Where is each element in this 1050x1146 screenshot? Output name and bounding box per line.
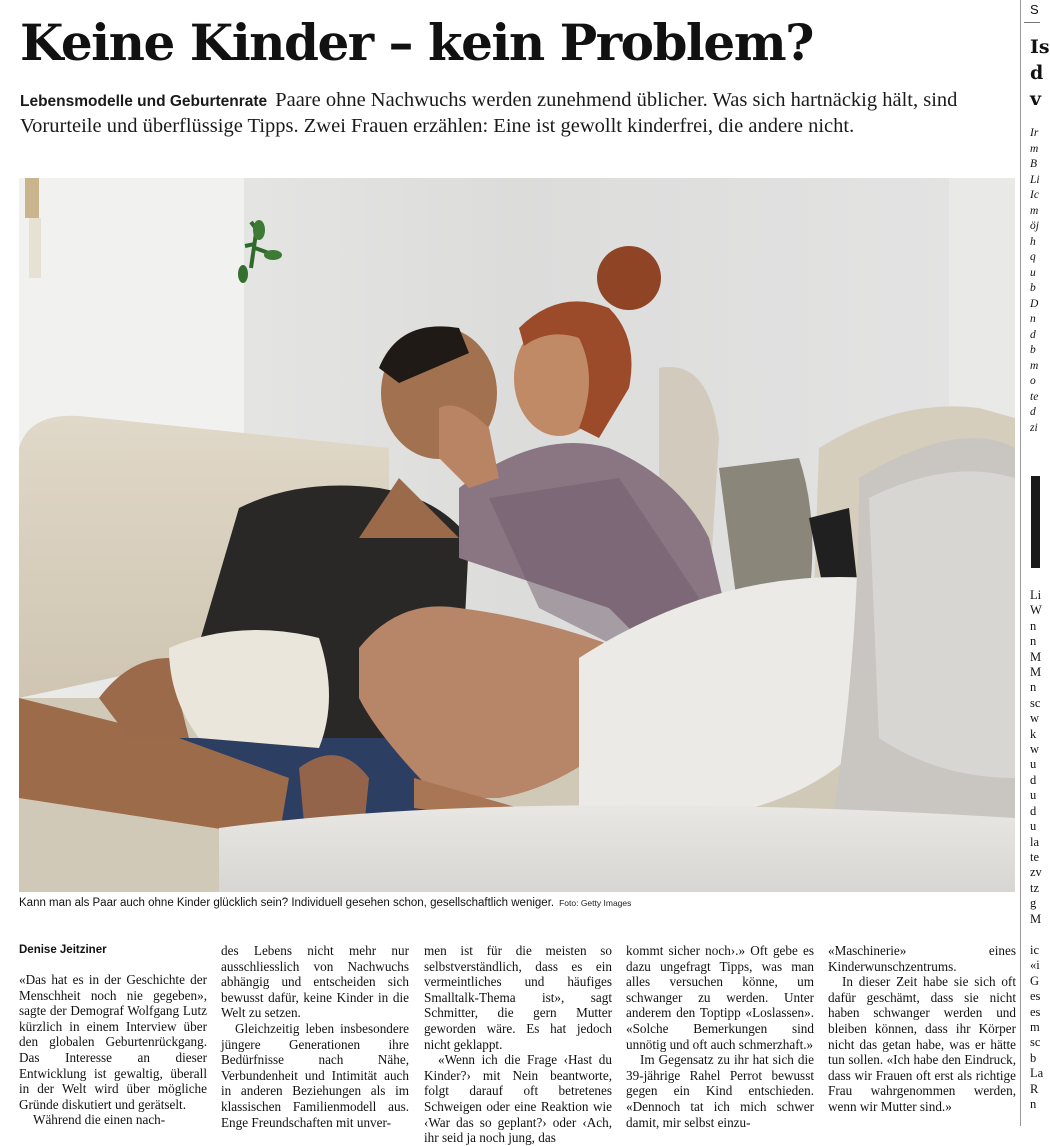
sidebar-line: B xyxy=(1030,158,1038,170)
sidebar-line: w xyxy=(1030,711,1040,726)
paragraph: «Das hat es in der Geschichte der Menschheit noch nie gegeben», sagte der Demograf Wolfgang Lutz kürzlich in einem Interview über den globalen Geburtenrückgang. Das Interesse an dieser Entwicklung ist gewaltig, überall in der Welt wird über mögliche Gründe diskutiert und gerätselt. xyxy=(19,972,207,1112)
sidebar-line: M xyxy=(1030,665,1042,680)
sidebar-line: w xyxy=(1030,742,1040,757)
caption-text: Kann man als Paar auch ohne Kinder glücklich sein? Individuell gesehen schon, gesellschaftlich weniger. xyxy=(19,897,555,909)
sidebar-line: o xyxy=(1030,375,1036,387)
sidebar-photo xyxy=(1031,476,1040,568)
sidebar-headline-line: d xyxy=(1030,62,1044,84)
sidebar-line: q xyxy=(1030,251,1036,263)
sidebar-line: La xyxy=(1030,1066,1044,1081)
sidebar-line: te xyxy=(1030,390,1039,403)
sidebar-line: u xyxy=(1030,788,1037,803)
photo-caption xyxy=(19,897,1009,909)
sidebar-line: Li xyxy=(1030,173,1040,186)
article-column-2 xyxy=(221,943,409,1130)
sidebar-line: n xyxy=(1030,680,1037,695)
sidebar-line: g xyxy=(1030,896,1037,911)
sidebar-body xyxy=(1030,588,1042,927)
photo-credit: Foto: Getty Images xyxy=(559,898,632,908)
sidebar-line: G xyxy=(1030,973,1040,988)
sidebar-headline xyxy=(1030,34,1050,112)
paragraph: In dieser Zeit habe sie sich oft dafür geschämt, dass sie nicht haben schwanger werden und bleiben können, dass ihr Körper nicht das getan habe, was er hätte tun sollen. «Ich habe den Eindruck, dass wir Frauen oft erst als richtige Frau wahrgenommen werden, wenn wir Mutter sind.» xyxy=(828,974,1016,1114)
sidebar-line: W xyxy=(1030,603,1042,618)
sidebar-line: m xyxy=(1030,1020,1040,1035)
article-column-1 xyxy=(19,943,207,1128)
article-column-4 xyxy=(626,943,814,1130)
sidebar-line: la xyxy=(1030,834,1040,849)
sidebar-headline-line: Is xyxy=(1030,36,1050,58)
sidebar-line: n xyxy=(1030,618,1037,633)
sidebar-line: D xyxy=(1030,297,1039,310)
paragraph: kommt sicher noch›.» Oft gebe es dazu ungefragt Tipps, was man alles versuchen könne, um schwanger zu werden. Unter anderem den Toptipp «Loslassen». «Solche Bemerkungen sind unnötig und oft auch schmerzhaft.» xyxy=(626,943,814,1052)
lead-text: Paare ohne Nachwuchs werden zunehmend üblicher. Was sich hartnäckig hält, sind Vorurteile und überflüssige Tipps. Zwei Frauen erzählen: Eine ist gewollt kinderfrei, die andere nicht. xyxy=(20,89,958,137)
sidebar-line: öj xyxy=(1030,220,1039,232)
article-photo xyxy=(19,178,1015,892)
sidebar-body-continued xyxy=(1030,943,1043,1112)
sidebar-line: Ic xyxy=(1030,189,1039,201)
sidebar-line: m xyxy=(1030,359,1039,372)
sidebar-line: u xyxy=(1030,757,1037,772)
sidebar-line: m xyxy=(1030,204,1039,217)
paragraph: «Maschinerie» eines Kinderwunschzentrums. xyxy=(828,943,1016,974)
sidebar-line: d xyxy=(1030,772,1037,787)
article-column-3 xyxy=(424,943,612,1146)
paragraph: «Wenn ich die Frage ‹Hast du Kinder?› mit Nein beantworte, folgt darauf oft betretenes Schweigen oder eine Reaktion wie ‹War das so geplant?› oder ‹Ach, ihr seid ja noch jung, das xyxy=(424,1052,612,1146)
sidebar-line: sc xyxy=(1030,1035,1041,1050)
sidebar-line: tz xyxy=(1030,880,1040,895)
article-kicker: Lebensmodelle und Geburtenrate xyxy=(20,93,268,110)
sidebar-lead xyxy=(1030,126,1040,436)
sidebar-line: sc xyxy=(1030,695,1041,710)
sidebar-line: h xyxy=(1030,235,1036,248)
paragraph: Während die einen nach- xyxy=(33,1112,166,1128)
sidebar-line: Li xyxy=(1030,588,1042,602)
sidebar-line: u xyxy=(1030,266,1036,279)
paragraph: Im Gegensatz zu ihr hat sich die 39-jährige Rahel Perrot bewusst gegen ein Kind entschieden. «Dennoch tat ich mich schwer damit, mir selbst einzu- xyxy=(626,1052,814,1130)
sidebar-line: es xyxy=(1030,1004,1041,1019)
sidebar-rule xyxy=(1024,22,1040,23)
sidebar-line: b xyxy=(1030,282,1036,294)
sidebar-line: Ir xyxy=(1030,127,1039,139)
sidebar-line: m xyxy=(1030,142,1039,155)
sidebar-line: M xyxy=(1030,911,1042,926)
column-divider xyxy=(1020,0,1021,1126)
sidebar-line: R xyxy=(1030,1081,1039,1096)
sidebar-line: d xyxy=(1030,328,1036,341)
sidebar-line: te xyxy=(1030,849,1040,864)
author-byline: Denise Jeitziner xyxy=(19,944,107,956)
sidebar-line: d xyxy=(1030,406,1036,418)
paragraph: men ist für die meisten so selbstverständlich, dass es ein vermeintliches und häufiges Smalltalk-Thema ist», sagt Schmitter, die gern Mutter geworden wäre. Es hat jedoch nicht geklappt. xyxy=(424,943,612,1052)
sidebar-line: d xyxy=(1030,803,1037,818)
sidebar-headline-line: v xyxy=(1030,88,1042,110)
sidebar-line: M xyxy=(1030,649,1042,664)
sidebar-line: n xyxy=(1030,1097,1037,1112)
sidebar-line: n xyxy=(1030,634,1037,649)
sidebar-line: n xyxy=(1030,313,1036,325)
sidebar-line: ic xyxy=(1030,943,1040,957)
sidebar-line: k xyxy=(1030,726,1037,741)
sidebar-line: b xyxy=(1030,344,1036,356)
sidebar-line: zv xyxy=(1030,865,1042,880)
article-column-5 xyxy=(828,943,1016,1115)
sidebar-section-label: S xyxy=(1030,2,1039,17)
sidebar-line: u xyxy=(1030,819,1037,834)
article-lead xyxy=(20,88,1005,138)
article-headline: Keine Kinder – kein Problem? xyxy=(20,13,813,72)
sidebar-line: zi xyxy=(1030,421,1038,434)
sidebar-line: b xyxy=(1030,1050,1037,1065)
sidebar-line: «i xyxy=(1030,958,1040,973)
paragraph: des Lebens nicht mehr nur ausschliesslich von Nachwuchs abhängig und entscheiden sich bewusst dafür, keine Kinder in die Welt zu setzen. xyxy=(221,943,409,1021)
sidebar-line: es xyxy=(1030,989,1041,1004)
paragraph: Gleichzeitig leben insbesondere jüngere Generationen ihre Bedürfnisse nach Nähe, Verbundenheit und Intimität auch in anderen Beziehungen als im klassischen Familienmodell aus. Enge Freundschaften mit unver- xyxy=(221,1020,409,1130)
